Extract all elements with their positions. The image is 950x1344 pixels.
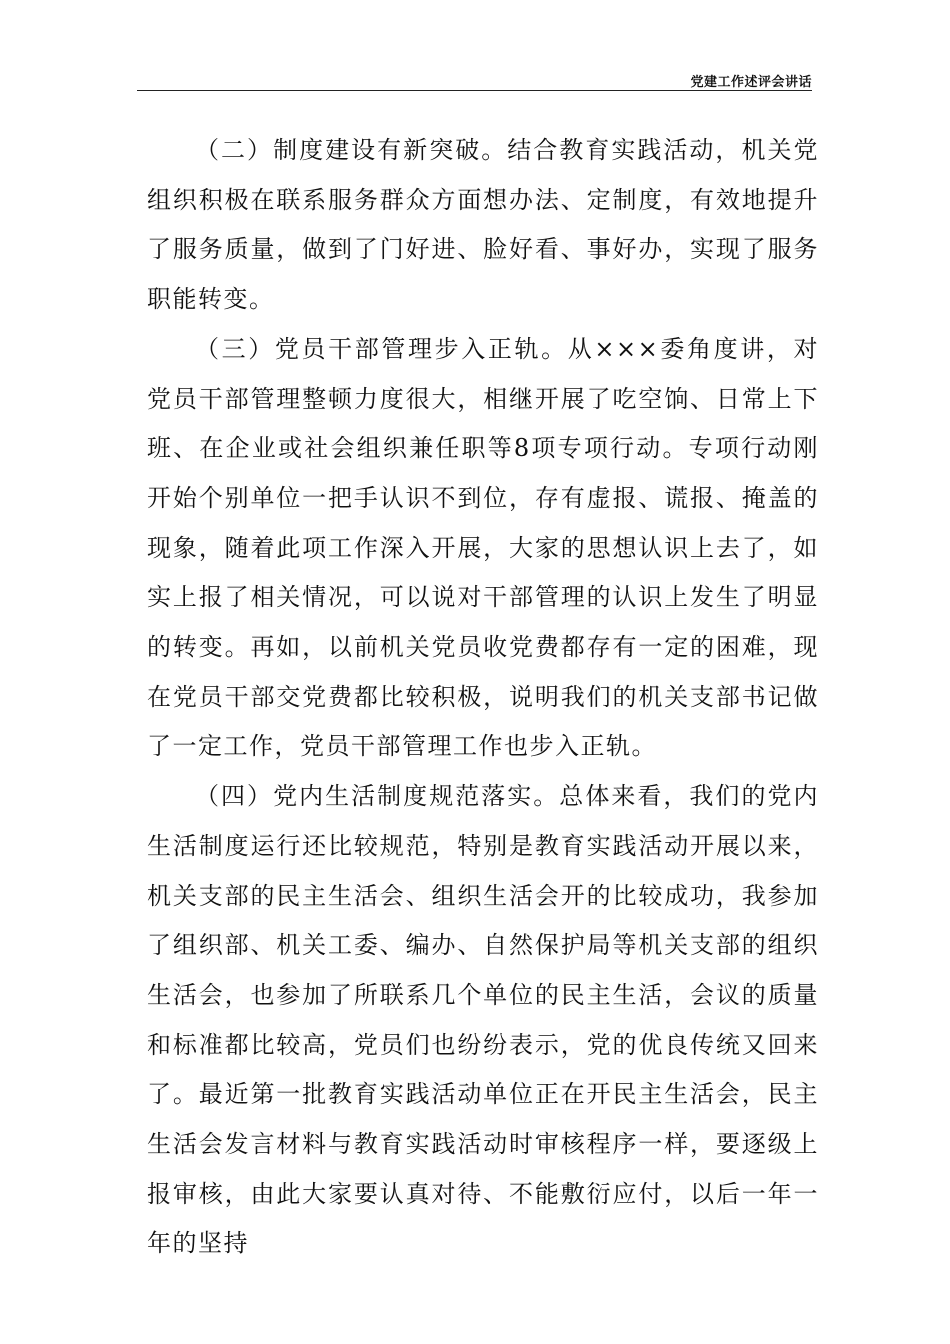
paragraph-institution-building: （二）制度建设有新突破。结合教育实践活动，机关党组织积极在联系服务群众方面想办法、定制度，有效地提升了服务质量，做到了门好进、脸好看、事好办，实现了服务职能转变。 — [147, 136, 819, 314]
paragraph-cadre-management: （三）党员干部管理步入正轨。从×××委角度讲，对党员干部管理整顿力度很大，相继开展了吃空饷、日常上下班、在企业或社会组织兼任职等8项专项行动。专项行动刚开始个别单位一把手认识不到位，存有虚报、谎报、掩盖的现象，随着此项工作深入开展，大家的思想认识上去了，如实上报了相关情况，可以说对干部管理的认识上发生了明显的转变。再如，以前机关党员收党费都存有一定的困难，现在党员干部交党费都比较积极，说明我们的机关支部书记做了一定工作，党员干部管理工作也步入正轨。 — [147, 334, 819, 761]
header-title: 党建工作述评会讲话 — [690, 75, 812, 90]
document-body — [147, 126, 819, 1269]
page-header — [137, 60, 812, 91]
paragraph-party-life-system: （四）党内生活制度规范落实。总体来看，我们的党内生活制度运行还比较规范，特别是教育实践活动开展以来，机关支部的民主生活会、组织生活会开的比较成功，我参加了组织部、机关工委、编办、自然保护局等机关支部的组织生活会，也参加了所联系几个单位的民主生活，会议的质量和标准都比较高，党员们也纷纷表示，党的优良传统又回来了。最近第一批教育实践活动单位正在开民主生活会，民主生活会发言材料与教育实践活动时审核程序一样，要逐级上报审核，由此大家要认真对待、不能敷衍应付，以后一年一年的坚持 — [147, 782, 819, 1258]
